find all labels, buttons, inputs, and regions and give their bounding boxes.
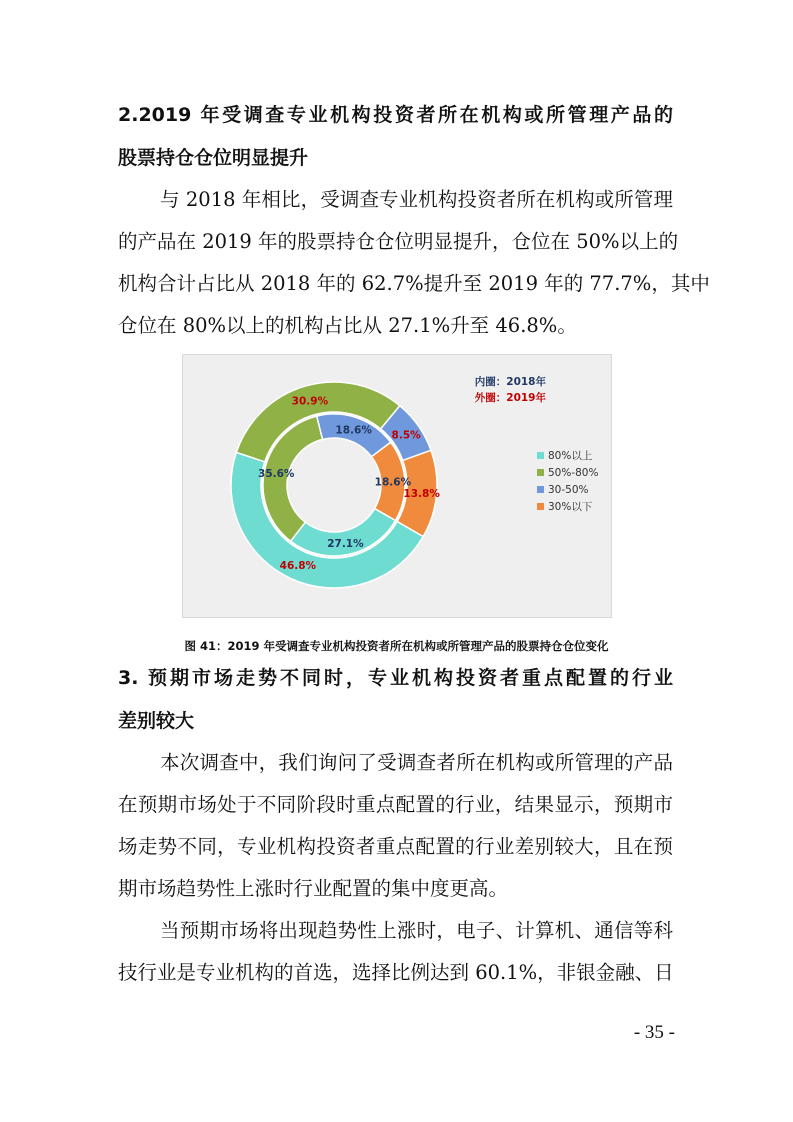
section2-heading-line2: 股票持仓仓位明显提升: [118, 147, 309, 169]
legend-label-0: 80%以上: [548, 450, 593, 462]
legend-swatch-2: [537, 486, 544, 493]
page-number: - 35 -: [633, 1022, 675, 1043]
ring-legend-inner: 内圈：2018年: [474, 376, 546, 388]
legend-label-1: 50%-80%: [548, 467, 599, 479]
section2-body-line2: 的产品在 2019 年的股票持仓仓位明显提升，仓位在 50%以上的: [118, 230, 679, 253]
chart-legend: [537, 449, 598, 513]
donut-chart: [183, 355, 611, 617]
legend-swatch-0: [537, 452, 544, 459]
inner-label-1: 35.6%: [258, 467, 295, 480]
section3-para2-line2: 技行业是专业机构的首选，选择比例达到 60.1%，非银金融、日: [118, 961, 674, 984]
section3-para1-line3: 场走势不同，专业机构投资者重点配置的行业差别较大，且在预: [118, 835, 673, 858]
section2-body-line3: 机构合计占比从 2018 年的 62.7%提升至 2019 年的 77.7%，其中: [118, 272, 710, 295]
legend-swatch-3: [537, 503, 544, 510]
donut-chart-panel: [182, 354, 612, 618]
outer-label-0: 46.8%: [279, 560, 317, 573]
figure-caption: 图 41：2019 年受调查专业机构投资者所在机构或所管理产品的股票持仓仓位变化: [184, 639, 609, 653]
ring-legend-outer: 外圈：2019年: [474, 392, 546, 404]
inner-label-2: 18.6%: [335, 424, 372, 437]
outer-label-2: 8.5%: [391, 429, 421, 442]
legend-label-2: 30-50%: [548, 484, 589, 496]
inner-label-0: 27.1%: [327, 537, 364, 550]
outer-label-3: 13.8%: [403, 487, 440, 500]
section3-para2-line1: 当预期市场将出现趋势性上涨时，电子、计算机、通信等科: [160, 919, 673, 942]
inner-label-3: 18.6%: [374, 476, 412, 489]
section3-para1-line4: 期市场趋势性上涨时行业配置的集中度更高。: [118, 877, 509, 900]
section2-heading-line1: 2.2019 年受调查专业机构投资者所在机构或所管理产品的: [118, 104, 673, 126]
section2-body-line1: 与 2018 年相比，受调查专业机构投资者所在机构或所管理: [160, 188, 673, 211]
section3-para1-line2: 在预期市场处于不同阶段时重点配置的行业，结果显示，预期市: [118, 793, 673, 816]
legend-swatch-1: [537, 469, 544, 476]
outer-label-1: 30.9%: [291, 395, 329, 408]
section3-para1-line1: 本次调查中，我们询问了受调查者所在机构或所管理的产品: [160, 751, 673, 774]
section2-body-line4: 仓位在 80%以上的机构占比从 27.1%升至 46.8%。: [118, 314, 577, 337]
section3-heading-line2: 差别较大: [118, 710, 195, 732]
section3-heading-line1: 3. 预期市场走势不同时，专业机构投资者重点配置的行业: [118, 667, 673, 689]
legend-label-3: 30%以下: [548, 501, 593, 513]
